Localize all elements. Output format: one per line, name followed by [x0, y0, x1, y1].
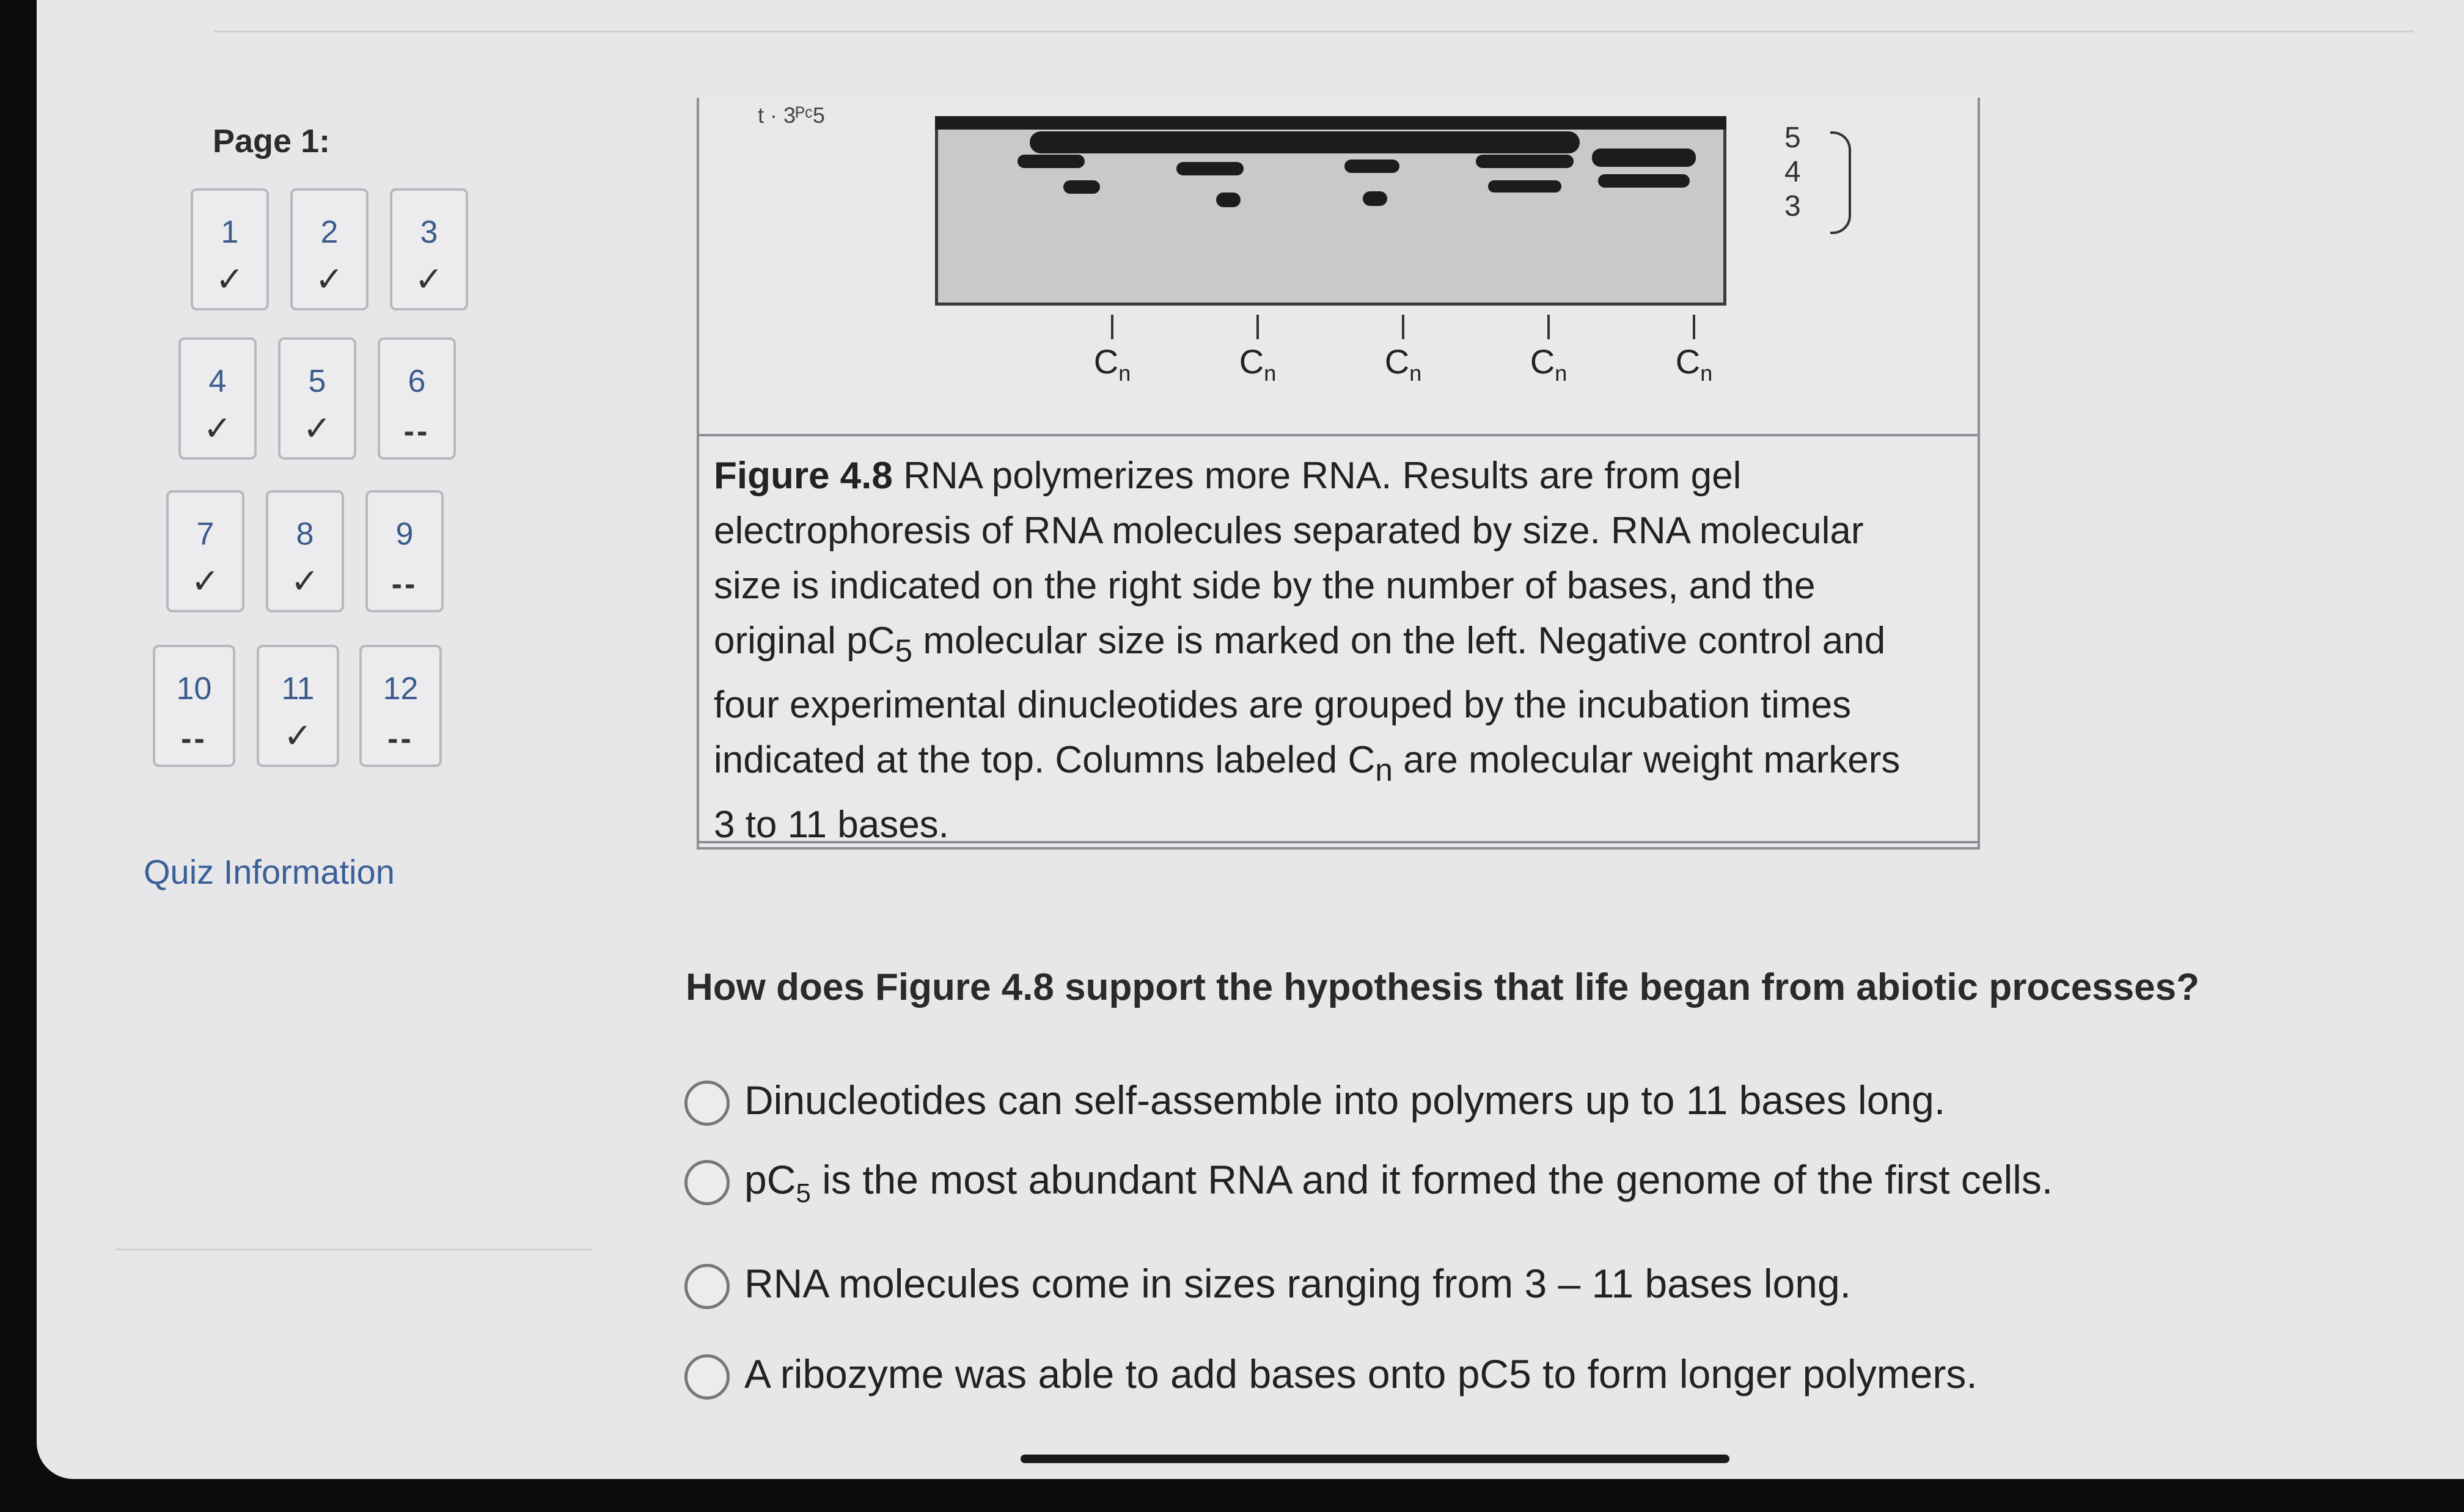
marker-label: C: [1093, 342, 1119, 381]
question-12-button[interactable]: [359, 645, 442, 767]
answer-option-3[interactable]: [684, 1260, 1851, 1313]
marker-label: C: [1384, 342, 1410, 381]
question-7-button[interactable]: [166, 490, 244, 612]
marker-sub: n: [1700, 361, 1713, 386]
option-label: RNA molecules come in sizes ranging from 3 – 11 bases long.: [744, 1261, 1852, 1306]
question-text: How does Figure 4.8 support the hypothesis that life began from abiotic processes?: [686, 966, 2199, 1008]
unanswered-mark: --: [181, 721, 207, 757]
size-label: 4: [1784, 156, 1801, 188]
caption-line: electrophoresis of RNA molecules separated by size. RNA molecular: [714, 510, 1864, 552]
sidebar-divider: [116, 1249, 593, 1250]
question-number: 2: [320, 215, 339, 250]
question-10-button[interactable]: [153, 645, 235, 767]
unanswered-mark: --: [403, 414, 430, 449]
marker-sub: n: [1118, 361, 1131, 386]
answer-option-1[interactable]: [684, 1077, 1945, 1129]
quiz-information-link[interactable]: Quiz Information: [144, 853, 395, 891]
question-number: 12: [383, 671, 419, 706]
radio-button[interactable]: [684, 1264, 730, 1309]
question-number: 8: [296, 516, 314, 552]
question-6-button[interactable]: [378, 337, 456, 460]
check-icon: ✓: [315, 260, 344, 298]
marker-cn: [1512, 315, 1585, 386]
gel-top-bands: [935, 116, 1726, 130]
size-label: 3: [1784, 190, 1801, 222]
figure-caption-box: [697, 434, 1980, 846]
caption-line: molecular size is marked on the left. Negative control and: [912, 620, 1886, 662]
question-11-button[interactable]: [257, 645, 339, 767]
caption-line: four experimental dinucleotides are grouped by the incubation times: [714, 684, 1852, 727]
question-8-button[interactable]: [266, 490, 344, 612]
size-labels: [1784, 121, 1821, 224]
marker-sub: n: [1555, 361, 1568, 386]
caption-sub: n: [1375, 752, 1393, 788]
question-4-button[interactable]: [178, 337, 257, 460]
check-icon: ✓: [302, 409, 332, 447]
caption-sub: 5: [895, 633, 913, 669]
radio-button[interactable]: [684, 1081, 730, 1126]
radio-button[interactable]: [684, 1160, 730, 1205]
caption-line: original pC: [714, 620, 895, 662]
question-number: 11: [281, 671, 315, 706]
question-5-button[interactable]: [278, 337, 356, 460]
question-number: 6: [408, 364, 426, 399]
question-number: 9: [395, 516, 414, 552]
page-label: Page 1:: [213, 123, 331, 160]
unanswered-mark: --: [387, 721, 414, 757]
size-label: 5: [1784, 122, 1801, 154]
figure-caption: [714, 449, 1963, 853]
option-label: A ribozyme was able to add bases onto pC5 to form longer polymers.: [744, 1351, 1978, 1396]
marker-label: C: [1530, 342, 1555, 381]
marker-cn: [1076, 315, 1149, 386]
marker-cn: [1657, 315, 1731, 386]
top-divider: [214, 31, 2414, 32]
question-9-button[interactable]: [365, 490, 444, 612]
check-icon: ✓: [284, 716, 312, 755]
marker-label: C: [1675, 342, 1701, 381]
unanswered-mark: --: [391, 567, 418, 602]
check-icon: ✓: [215, 260, 244, 298]
marker-cn: [1221, 315, 1294, 386]
screen: [37, 0, 2464, 1479]
answer-option-2[interactable]: [684, 1156, 2053, 1209]
option-label: $pC_5$ is the most abundant RNA and it formed the genome of the first cells.: [744, 1157, 2053, 1209]
marker-sub: n: [1409, 361, 1422, 386]
radio-button[interactable]: [684, 1354, 730, 1400]
caption-line: RNA polymerizes more RNA. Results are from gel: [892, 455, 1742, 497]
question-number: 10: [176, 671, 212, 706]
marker-sub: n: [1264, 361, 1277, 386]
caption-line: size is indicated on the right side by the number of bases, and the: [714, 565, 1816, 607]
question-number: 7: [196, 516, 215, 552]
caption-line: are molecular weight markers: [1392, 739, 1901, 782]
figure-top-label: t · 3ᴾᶜ5: [758, 103, 825, 128]
caption-line: 3 to 11 bases.: [714, 803, 949, 846]
home-indicator-bar[interactable]: [1021, 1455, 1729, 1463]
caption-line: indicated at the top. Columns labeled C: [714, 739, 1376, 782]
check-icon: ✓: [191, 562, 220, 600]
check-icon: ✓: [203, 409, 232, 447]
check-icon: ✓: [414, 260, 444, 298]
answer-option-4[interactable]: [684, 1351, 1978, 1403]
marker-cn: [1366, 315, 1440, 386]
gel-image: [935, 116, 1726, 306]
question-number: 4: [208, 364, 227, 399]
option-label: Dinucleotides can self-assemble into polymers up to 11 bases long.: [744, 1077, 1946, 1123]
question-number: 3: [420, 215, 438, 250]
marker-label: C: [1239, 342, 1264, 381]
check-icon: ✓: [290, 562, 320, 600]
question-number: 5: [308, 364, 326, 399]
question-number: 1: [221, 215, 239, 250]
size-bracket: [1830, 131, 1851, 234]
question-1-button[interactable]: [191, 188, 269, 310]
figure-number: Figure 4.8: [714, 455, 893, 497]
question-2-button[interactable]: [290, 188, 369, 310]
question-3-button[interactable]: [390, 188, 468, 310]
